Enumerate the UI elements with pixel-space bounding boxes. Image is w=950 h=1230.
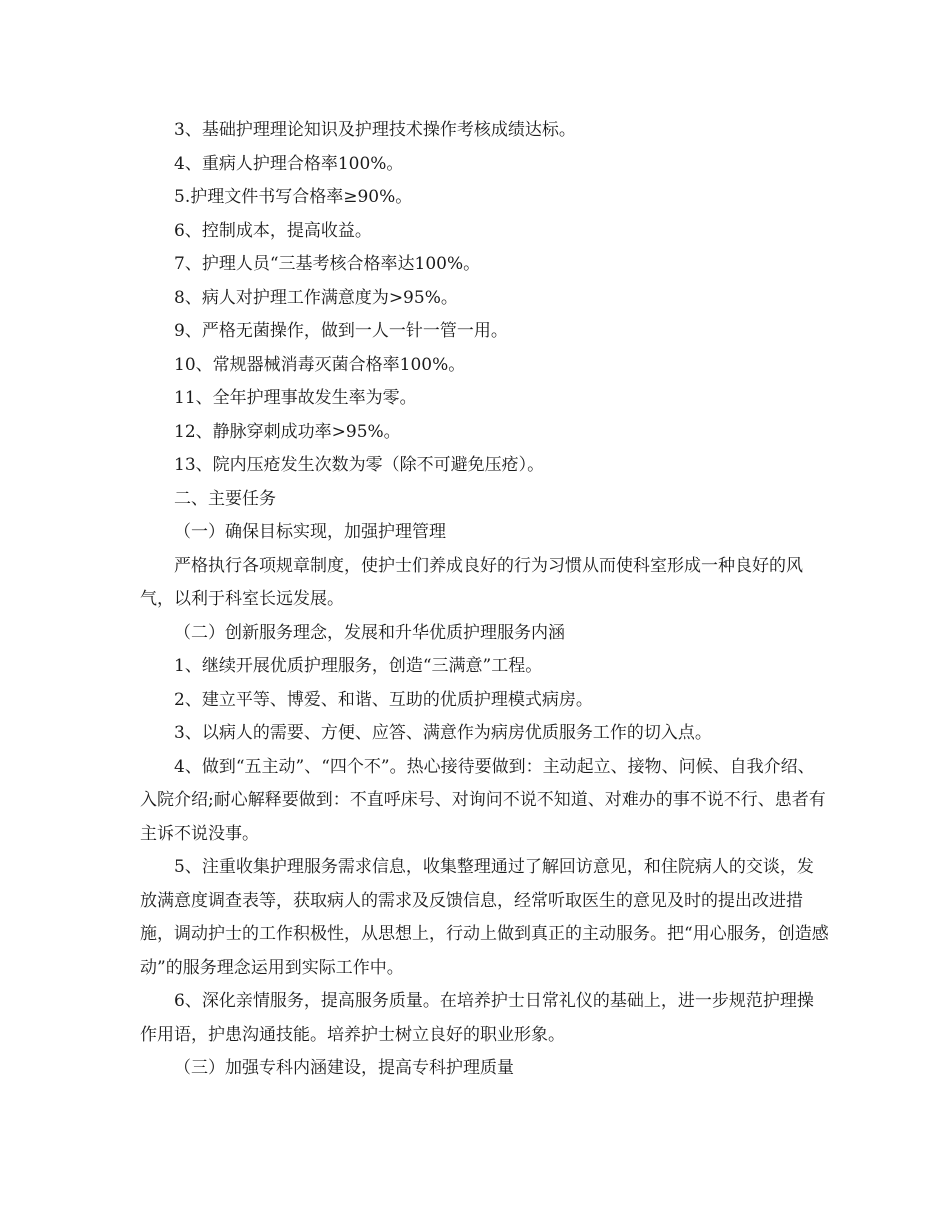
paragraph-task-2: 2、建立平等、博爱、和谐、互助的优质护理模式病房。 <box>174 689 593 710</box>
paragraph-task-3: 3、以病人的需要、方便、应答、满意作为病房优质服务工作的切入点。 <box>174 723 712 743</box>
paragraph-task-4: 4、做到“五主动”、“四个不”。热心接待要做到：主动起立、接物、问候、自我介绍、入院介绍;耐心解释要做到：不直呼床号、对询问不说不知道、对难办的事不说不行、患者有主诉不说没事。 <box>140 756 826 844</box>
subheading-1: （一）确保目标实现，加强护理管理 <box>174 522 446 542</box>
paragraph-goal-4: 4、重病人护理合格率100%。 <box>174 153 404 174</box>
paragraph-goal-12: 12、静脉穿刺成功率>95%。 <box>174 421 401 442</box>
paragraph-task-5: 5、注重收集护理服务需求信息，收集整理通过了解回访意见，和住院病人的交谈，发放满意度调查表等，获取病人的需求及反馈信息，经常听取医生的意见及时的提出改进措施，调动护士的工作积极性，从思想上，行动上做到真正的主动服务。把“用心服务，创造感动”的服务理念运用到实际工作中。 <box>140 857 829 978</box>
paragraph-goal-5: 5.护理文件书写合格率≥90%。 <box>174 187 413 207</box>
subheading-2: （二）创新服务理念，发展和升华优质护理服务内涵 <box>174 622 565 643</box>
paragraph-task-1: 1、继续开展优质护理服务，创造“三满意”工程。 <box>174 656 543 676</box>
section-heading-main-tasks: 二、主要任务 <box>174 488 276 509</box>
paragraph-goal-7: 7、护理人员“三基考核合格率达100%。 <box>174 254 481 274</box>
paragraph-goal-13: 13、院内压疮发生次数为零（除不可避免压疮）。 <box>174 455 545 475</box>
paragraph-goal-8: 8、病人对护理工作满意度为>95%。 <box>174 287 458 308</box>
paragraph-goal-9: 9、严格无菌操作，做到一人一针一管一用。 <box>174 321 508 341</box>
subheading-3: （三）加强专科内涵建设，提高专科护理质量 <box>174 1058 514 1078</box>
paragraph-goal-3: 3、基础护理理论知识及护理技术操作考核成绩达标。 <box>174 120 576 140</box>
paragraph-task-6: 6、深化亲情服务，提高服务质量。在培养护士日常礼仪的基础上，进一步规范护理操作用语，护患沟通技能。培养护士树立良好的职业形象。 <box>140 991 814 1045</box>
paragraph-management: 严格执行各项规章制度，使护士们养成良好的行为习惯从而使科室形成一种良好的风气，以利于科室长远发展。 <box>140 555 803 609</box>
paragraph-goal-11: 11、全年护理事故发生率为零。 <box>174 388 417 408</box>
document-body <box>140 114 830 1086</box>
paragraph-goal-10: 10、常规器械消毒灭菌合格率100%。 <box>174 354 466 375</box>
paragraph-goal-6: 6、控制成本，提高收益。 <box>174 220 372 241</box>
